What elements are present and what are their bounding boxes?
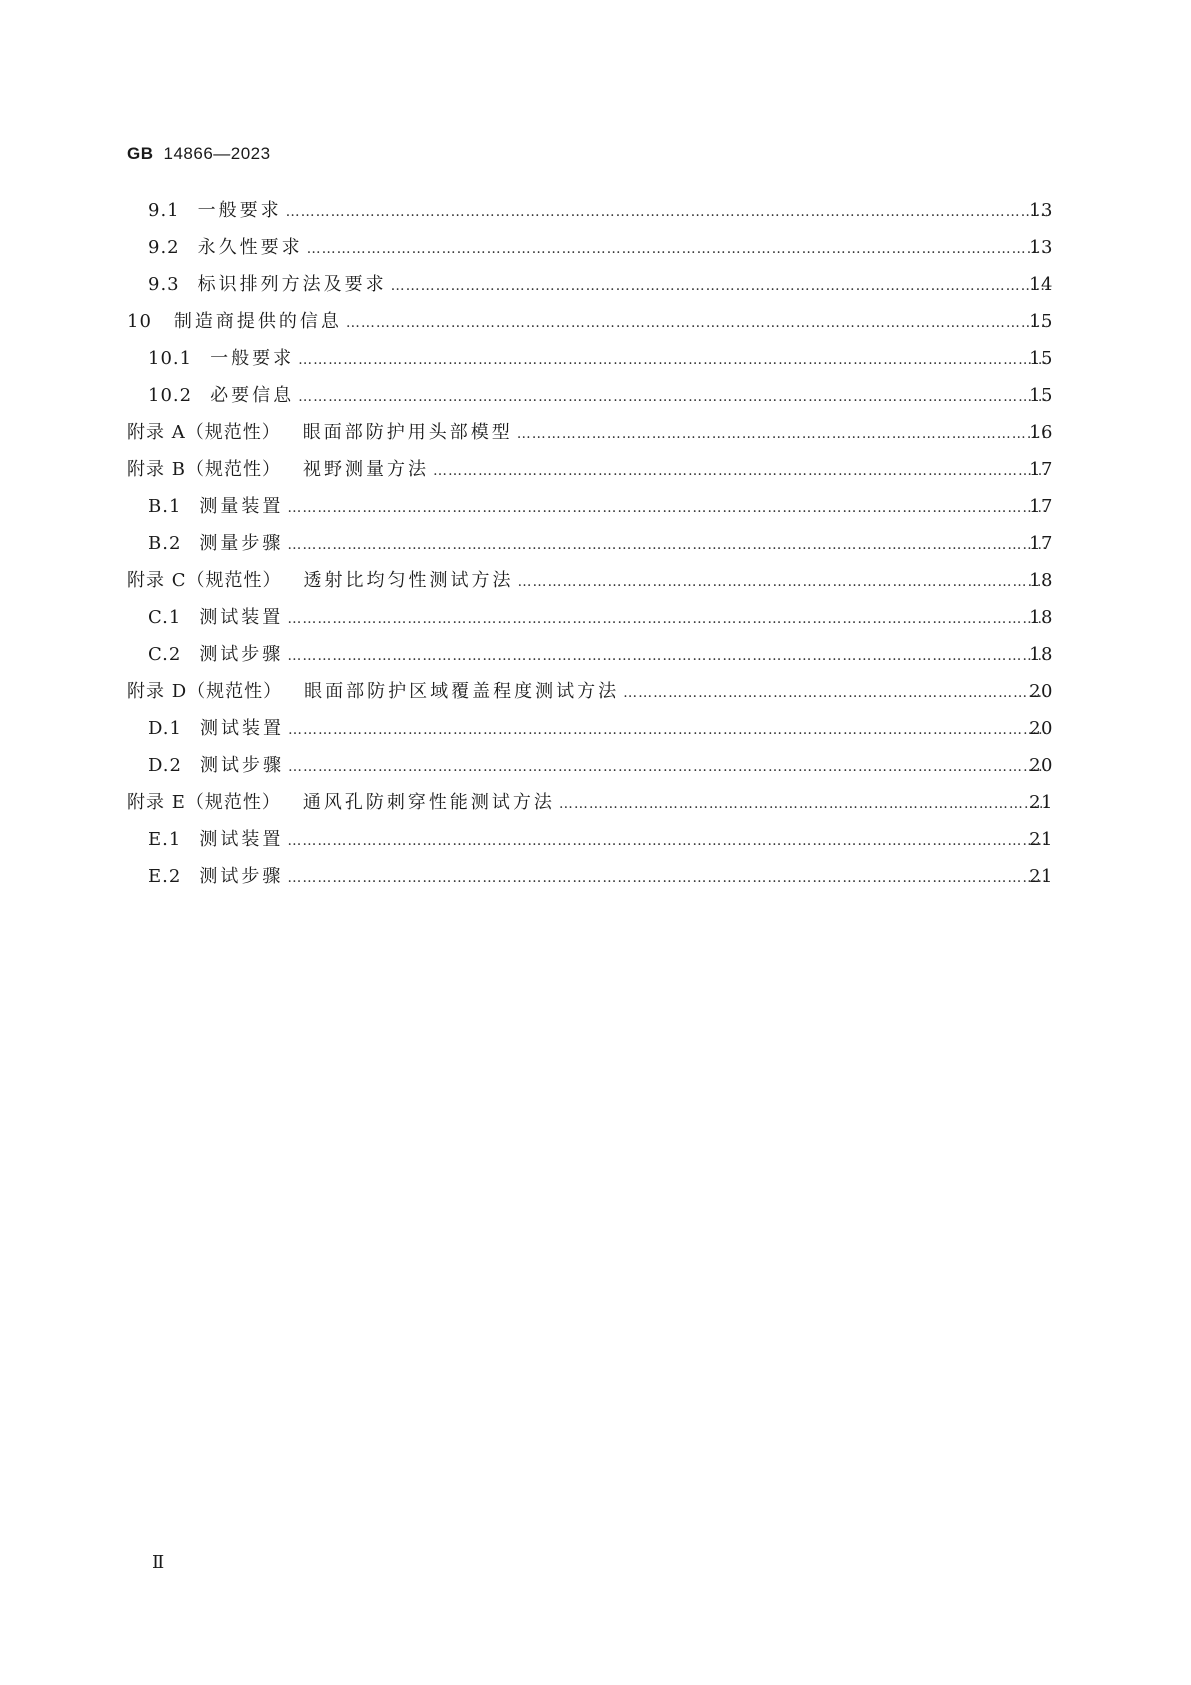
toc-entry-title: 测试步骤	[199, 755, 284, 776]
toc-entry-page: 21	[1029, 829, 1053, 850]
dot-leader	[288, 712, 1047, 749]
dot-leader	[287, 490, 1047, 527]
dot-leader	[559, 786, 1047, 823]
dot-leader	[287, 601, 1047, 638]
dot-leader	[287, 638, 1047, 675]
dot-leader	[517, 416, 1047, 453]
toc-entry-page: 17	[1029, 533, 1053, 554]
toc-entry-title: 测量装置	[199, 496, 284, 517]
toc-entry[interactable]	[0, 784, 1191, 821]
toc-entry-page: 17	[1029, 496, 1053, 517]
toc-entry-title: 透射比均匀性测试方法	[303, 570, 514, 591]
toc-entry[interactable]	[0, 821, 1191, 858]
toc-entry[interactable]	[0, 414, 1191, 451]
toc-entry-page: 20	[1029, 718, 1053, 739]
toc-entry-title: 制造商提供的信息	[173, 311, 342, 332]
toc-entry-number: B.2	[148, 533, 182, 554]
toc-entry-title: 必要信息	[210, 385, 295, 406]
standard-number: 14866—2023	[163, 144, 271, 163]
toc-entry[interactable]	[0, 747, 1191, 784]
toc-entry-title: 视野测量方法	[302, 459, 429, 480]
toc-entry-title: 测试装置	[199, 607, 284, 628]
toc-entry-title: 测试步骤	[199, 866, 284, 887]
toc-entry-number: 附录 D（规范性）	[127, 681, 283, 702]
dot-leader	[286, 194, 1047, 231]
toc-entry[interactable]	[0, 562, 1191, 599]
toc-entry[interactable]	[0, 488, 1191, 525]
toc-entry-page: 20	[1029, 755, 1053, 776]
toc-entry-page: 16	[1029, 422, 1053, 443]
toc-entry-number: D.1	[148, 718, 182, 739]
toc-entry-title: 测试装置	[199, 829, 284, 850]
toc-entry[interactable]	[0, 451, 1191, 488]
toc-entry-number: D.2	[148, 755, 182, 776]
toc-entry-page: 21	[1029, 792, 1053, 813]
toc-entry-title: 一般要求	[210, 348, 295, 369]
toc-entry-number: 附录 A（规范性）	[127, 422, 281, 443]
toc-entry[interactable]	[0, 229, 1191, 266]
dot-leader	[298, 342, 1047, 379]
toc-entry-page: 13	[1029, 237, 1053, 258]
dot-leader	[433, 453, 1047, 490]
dot-leader	[623, 675, 1047, 712]
toc-entry-title: 一般要求	[197, 200, 282, 221]
toc-entry[interactable]	[0, 266, 1191, 303]
toc-entry-page: 18	[1029, 607, 1053, 628]
toc-entry-page: 15	[1029, 385, 1053, 406]
toc-entry-page: 15	[1029, 311, 1053, 332]
page-number: Ⅱ	[152, 1552, 166, 1573]
toc-entry-number: 10.2	[148, 385, 193, 406]
toc-entry-page: 15	[1029, 348, 1053, 369]
toc-entry[interactable]	[0, 710, 1191, 747]
toc-entry-number: C.1	[148, 607, 182, 628]
toc-entry-number: C.2	[148, 644, 182, 665]
dot-leader	[287, 860, 1047, 897]
toc-entry-number: 附录 E（规范性）	[127, 792, 281, 813]
toc-entry-page: 20	[1029, 681, 1053, 702]
toc-entry-title: 测试步骤	[199, 644, 284, 665]
dot-leader	[307, 231, 1047, 268]
toc-entry-number: 9.1	[148, 200, 180, 221]
toc-entry-number: 10.1	[148, 348, 193, 369]
toc-entry-number: 10	[127, 311, 152, 332]
toc-entry-number: 9.3	[148, 274, 180, 295]
toc-entry-page: 18	[1029, 644, 1053, 665]
toc-entry-number: 9.2	[148, 237, 180, 258]
toc-entry[interactable]	[0, 599, 1191, 636]
toc-entry-number: B.1	[148, 496, 182, 517]
toc-entry-page: 18	[1029, 570, 1053, 591]
toc-entry-title: 标识排列方法及要求	[197, 274, 387, 295]
toc-entry[interactable]	[0, 525, 1191, 562]
dot-leader	[287, 823, 1047, 860]
toc-entry-page: 14	[1029, 274, 1053, 295]
toc-entry-page: 17	[1029, 459, 1053, 480]
dot-leader	[298, 379, 1047, 416]
toc-entry-title: 测量步骤	[199, 533, 284, 554]
dot-leader	[346, 305, 1047, 342]
page-header	[127, 144, 271, 164]
dot-leader	[391, 268, 1047, 305]
toc-entry-page: 21	[1029, 866, 1053, 887]
toc-entry-title: 眼面部防护用头部模型	[302, 422, 513, 443]
toc-entry[interactable]	[0, 340, 1191, 377]
toc-entry-number: E.2	[148, 866, 182, 887]
toc-entry-title: 永久性要求	[197, 237, 303, 258]
toc-entry[interactable]	[0, 377, 1191, 414]
toc-entry[interactable]	[0, 303, 1191, 340]
dot-leader	[518, 564, 1048, 601]
toc-entry[interactable]	[0, 192, 1191, 229]
toc-entry-page: 13	[1029, 200, 1053, 221]
toc-entry-number: 附录 B（规范性）	[127, 459, 281, 480]
toc-entry-title: 眼面部防护区域覆盖程度测试方法	[304, 681, 620, 702]
toc-entry[interactable]	[0, 636, 1191, 673]
toc-entry[interactable]	[0, 858, 1191, 895]
toc-entry-title: 通风孔防刺穿性能测试方法	[302, 792, 555, 813]
standard-prefix: GB	[127, 144, 154, 163]
toc-entry[interactable]	[0, 673, 1191, 710]
toc-entry-number: E.1	[148, 829, 182, 850]
dot-leader	[288, 749, 1047, 786]
toc-entry-title: 测试装置	[199, 718, 284, 739]
table-of-contents	[0, 192, 1191, 895]
dot-leader	[287, 527, 1047, 564]
toc-entry-number: 附录 C（规范性）	[127, 570, 282, 591]
